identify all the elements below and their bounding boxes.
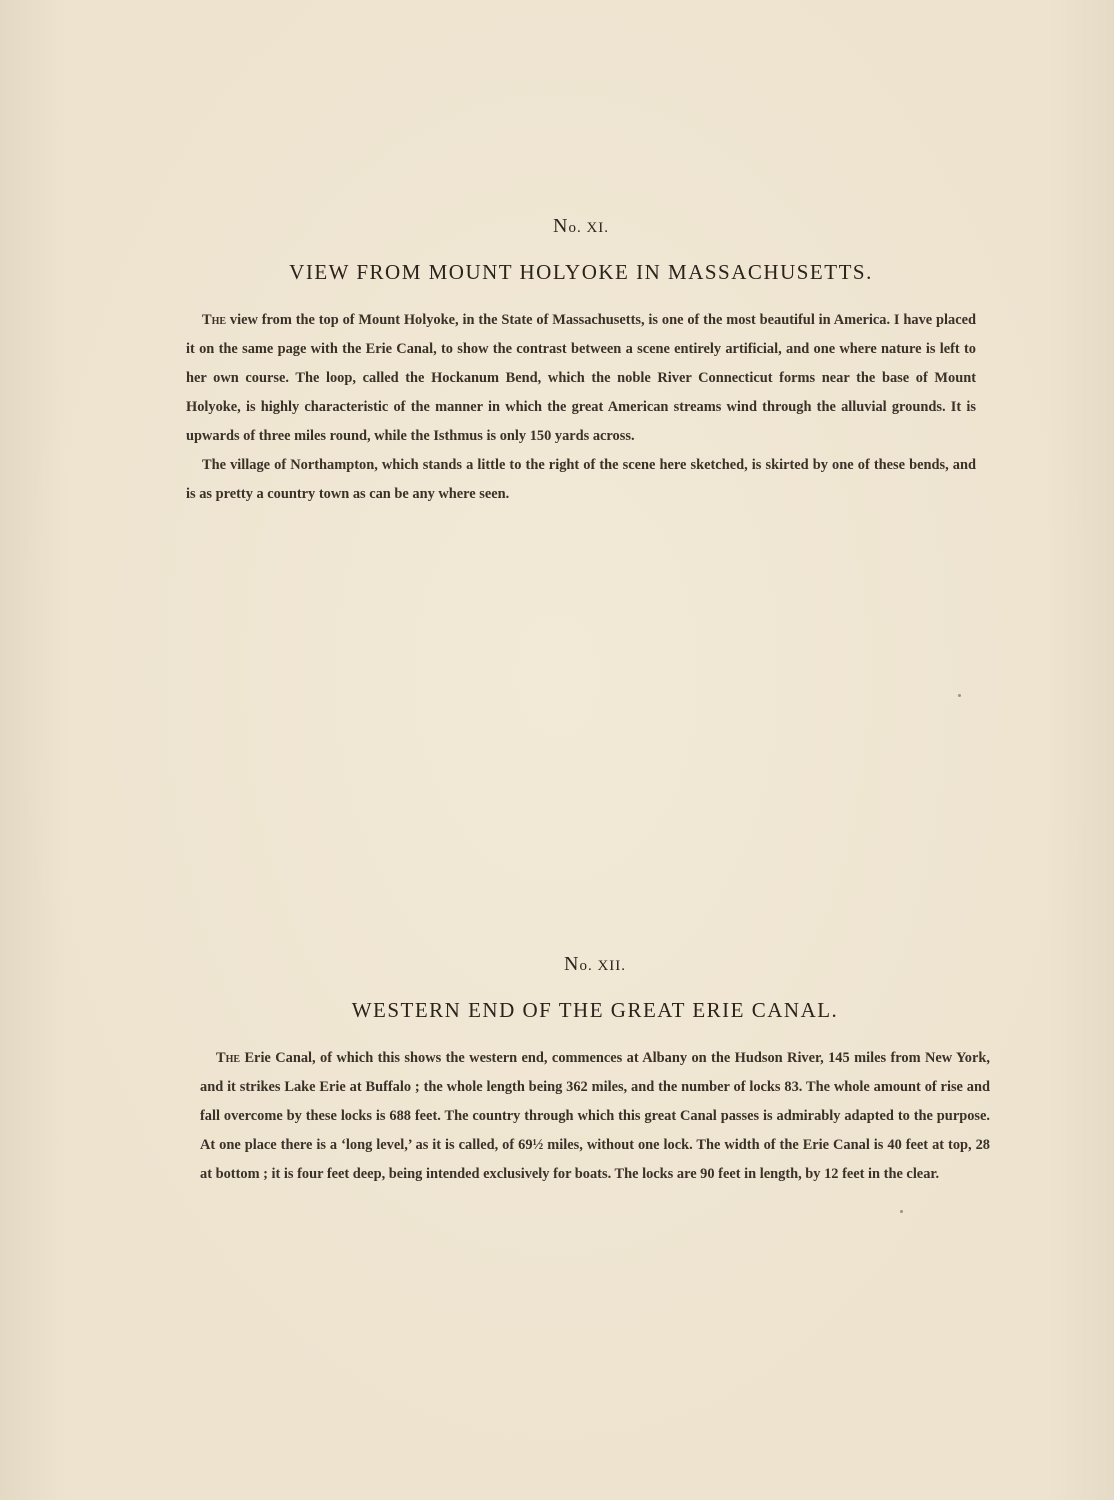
paper-speck (958, 694, 961, 697)
plate-xi-paragraph-1 (186, 306, 976, 451)
plate-xi-number-suffix: o. XI. (568, 220, 610, 236)
plate-xi-number (186, 215, 976, 238)
plate-xi-paragraph-1-lead: The (202, 312, 227, 328)
plate-xi-number-prefix: N (552, 215, 569, 237)
plate-xii-body (200, 1044, 990, 1189)
plate-xii-number (200, 953, 990, 976)
plate-xii-number-prefix: N (563, 953, 580, 975)
plate-xii-paragraph-1-text: Erie Canal, of which this shows the western end, commences at Albany on the Hudson River, 145 miles from New York, and it strikes Lake Erie at Buffalo ; the whole length being 362 miles, and the number of locks 83. The whole amount of rise and fall overcome by these locks is 688 feet. The country through which this great Canal passes is admirably adapted to the purpose. At one place there is a ‘long level,’ as it is called, of 69½ miles, without one lock. The width of the Erie Canal is 40 feet at top, 28 at bottom ; it is four feet deep, being intended exclusively for boats. The locks are 90 feet in length, by 12 feet in the clear. (200, 1050, 990, 1182)
plate-xii-paragraph-1 (200, 1044, 990, 1189)
plate-xi-body (186, 306, 976, 509)
plate-xi-paragraph-2-text: The village of Northampton, which stands a little to the right of the scene here sketched, is skirted by one of these bends, and is as pretty a country town as can be any where seen. (186, 457, 976, 502)
plate-xi-title: VIEW FROM MOUNT HOLYOKE IN MASSACHUSETTS. (289, 260, 873, 284)
plate-xi-section (186, 215, 976, 509)
plate-xi-paragraph-2 (186, 451, 976, 509)
plate-xii-number-suffix: o. XII. (579, 958, 627, 974)
plate-xii-section (200, 953, 990, 1189)
plate-xii-title: WESTERN END OF THE GREAT ERIE CANAL. (351, 998, 839, 1022)
plate-xii-paragraph-1-lead: The (216, 1050, 241, 1066)
paper-speck (900, 1210, 903, 1213)
plate-xi-paragraph-1-text: view from the top of Mount Holyoke, in the State of Massachusetts, is one of the most beautiful in America. I have placed it on the same page with the Erie Canal, to show the contrast between a scene entirely artificial, and one where nature is left to her own course. The loop, called the Hockanum Bend, which the noble River Connecticut forms near the base of Mount Holyoke, is highly characteristic of the manner in which the great American streams wind through the alluvial grounds. It is upwards of three miles round, while the Isthmus is only 150 yards across. (186, 312, 976, 444)
